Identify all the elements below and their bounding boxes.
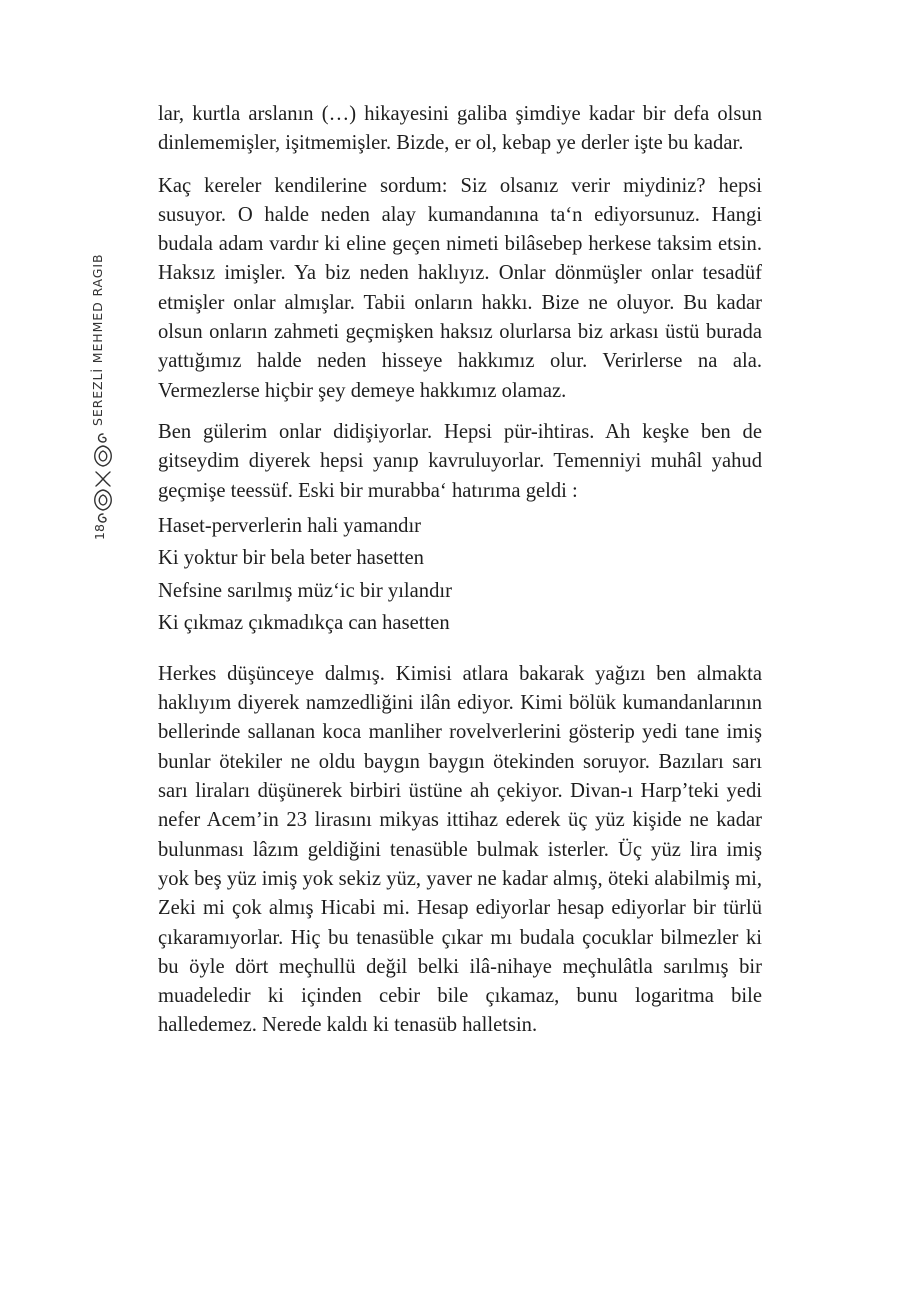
poem-line: Ki yoktur bir bela beter hasetten bbox=[158, 547, 424, 570]
paragraph-3: Ben gülerim onlar didişiyorlar. Hepsi pür-ihtiras. Ah keşke ben de gitseydim diyerek hepsi yanıp kavruluyorlar. Temenniyi muhâl yahud geçmişe teessüf. Eski bir murabba‘ hatırıma geldi : bbox=[158, 420, 762, 502]
paragraph-1: lar, kurtla arslanın (…) hikayesini galiba şimdiye kadar bir defa olsun dinlememişler, işitmemişler. Bizde, er ol, kebap ye derler işte bu kadar. bbox=[158, 103, 762, 155]
poem-stanza bbox=[158, 510, 762, 640]
poem-line: Haset-perverlerin hali yamandır bbox=[158, 514, 422, 537]
page-number: 18 bbox=[92, 524, 107, 540]
poem-line: Ki çıkmaz çıkmadıkça can hasetten bbox=[158, 612, 450, 635]
body-text bbox=[158, 100, 762, 1041]
running-head-title: SEREZLİ MEHMED RAGIB bbox=[90, 253, 105, 426]
closing-paragraph: Herkes düşünceye dalmış. Kimisi atlara bakarak yağızı ben almakta haklıyım diyerek namzedliğini ilân ediyor. Kimi bölük kumandanlarının bellerinde sallanan koca manliher rovelverlerini gösterip yedi tane imiş bunlar ötekiler ne oldu baygın baygın ötekinden soruyor. Bazıları sarı sarı liraları düşünerek birbiri üstüne ah çekiyor. Divan-ı Harp’teki yedi nefer Acem’in 23 lirasını mikyas ittihaz ederek üç yüz kişide ne kadar bulunması lâzım geldiğini tenasüble bulmak isterler. Üç yüz lira imiş yok beş yüz imiş yok sekiz yüz, yaver ne kadar almış, öteki alabilmiş mi, Zeki mi çok almış Hicabi mi. Hesap ediyorlar hesap ediyorlar bir türlü çıkaramıyorlar. Hiç bu tenasüble çıkar mı budala çocuklar bilmezler ki bu öyle dört meçhullü değil belki ilâ-nihaye meçhulâtla sarılmış bir muadeledir ki içinden cebir bile çıkamaz, bunu logaritma bile halledemez. Nerede kaldı ki tenasüb halletsin. bbox=[158, 662, 762, 1037]
paragraph-2: Kaç kereler kendilerine sordum: Siz olsanız verir miydiniz? hepsi susuyor. O halde neden alay kumandanına ta‘n ediyorsunuz. Hangi budala adam vardır ki eline geçen nimeti bilâsebep herkese taksim etsin. Haksız imişler. Ya biz neden haklıyız. Onlar dönmüşler onlar tesadüf etmişler onlar almışlar. Tabii onların hakkı. Bize ne oluyor. Bu kadar olsun onların zahmeti geçmişken haksız olurlarsa biz arkası üstü burada yattığımız halde neden hisseye hakkımız olur. Verirlerse na ala. Vermezlerse hiçbir şey demeye hakkımız olamaz. bbox=[158, 174, 762, 402]
margin-running-head bbox=[82, 240, 122, 580]
poem-line: Nefsine sarılmış müz‘ic bir yılandır bbox=[158, 579, 452, 602]
